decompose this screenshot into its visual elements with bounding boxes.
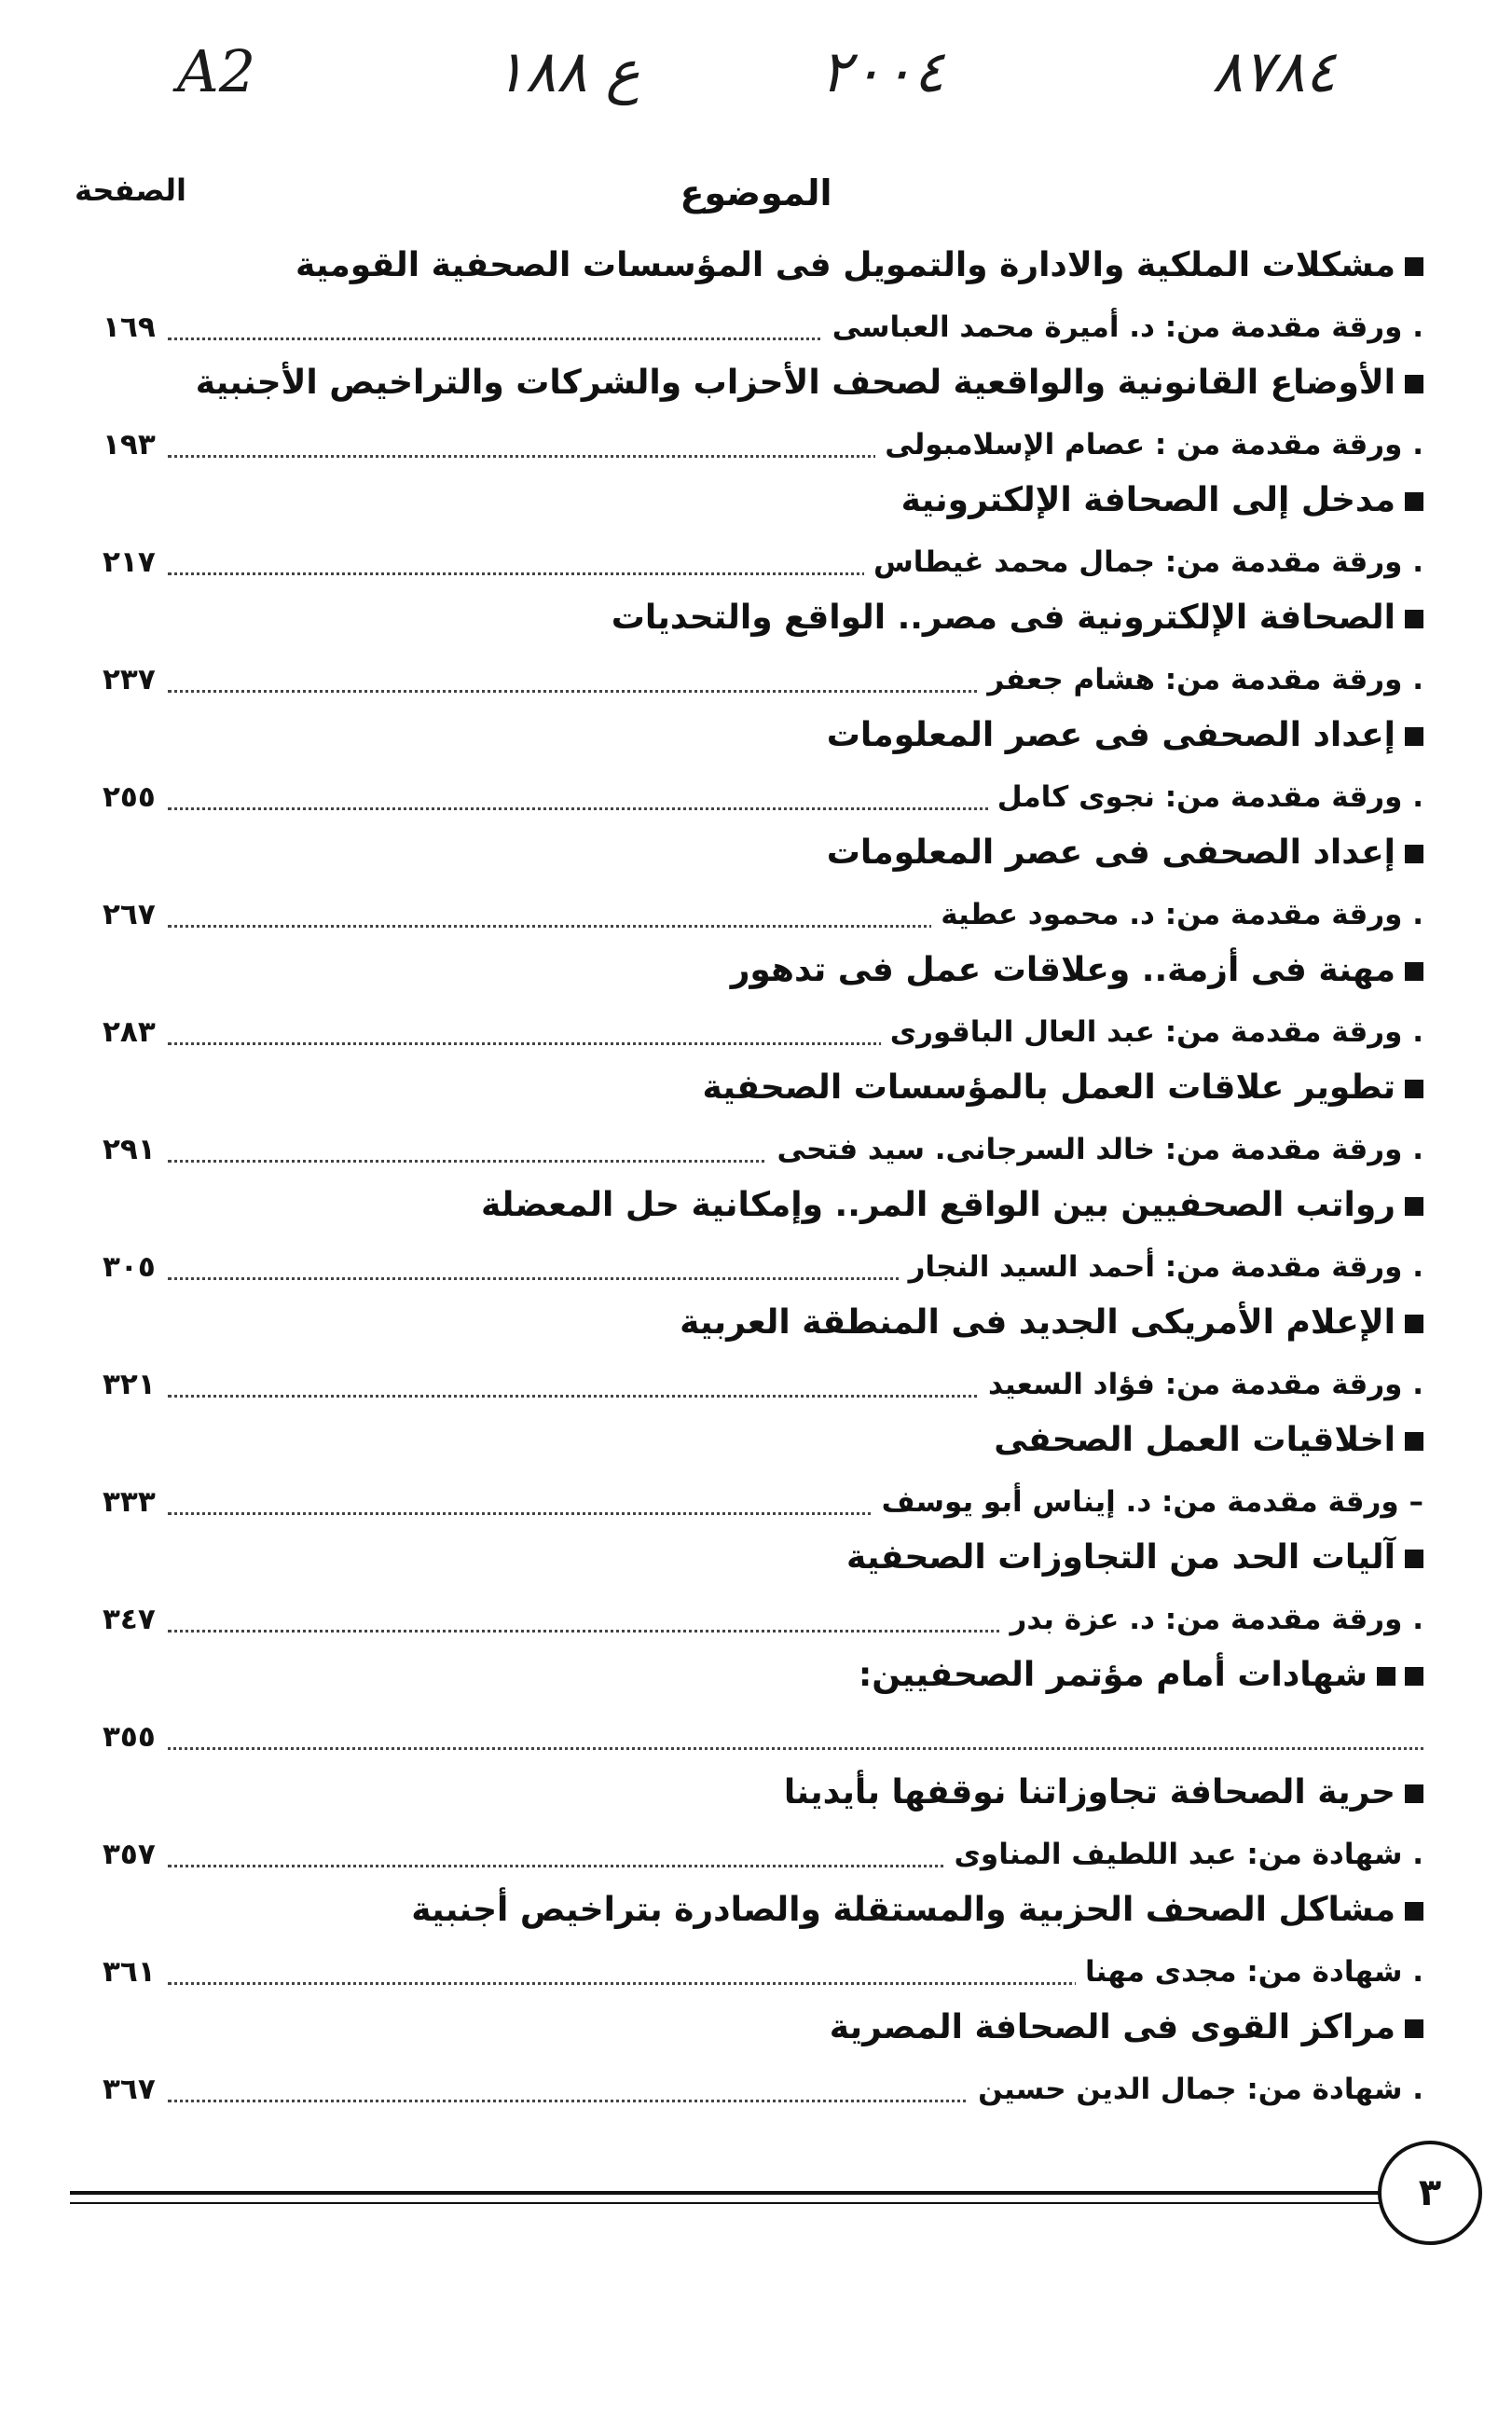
toc-topic [0, 1290, 1512, 1356]
square-bullet-icon [1405, 1550, 1423, 1568]
page-number: ٣٦١ [103, 1943, 163, 2001]
toc-topic [0, 1760, 1512, 1825]
toc-topic [0, 820, 1512, 886]
page-number: ٣٠٥ [103, 1238, 163, 1296]
topic-title: رواتب الصحفيين بين الواقع المر.. وإمكانية حل المعضلة [481, 1186, 1395, 1224]
author-line: – ورقة مقدمة من: د. إيناس أبو يوسف [873, 1473, 1423, 1531]
toc-topic [0, 1878, 1512, 1943]
toc-topic [0, 1995, 1512, 2060]
topic-title: الإعلام الأمريكى الجديد فى المنطقة العربية [680, 1303, 1395, 1342]
author-line: . شهادة من: جمال الدين حسين [969, 2060, 1423, 2118]
author-line: . ورقة مقدمة من: خالد السرجانى. سيد فتحى [767, 1121, 1423, 1178]
topic-title: مهنة فى أزمة.. وعلاقات عمل فى تدهور [730, 951, 1395, 989]
topic-title: اخلاقيات العمل الصحفى [994, 1421, 1395, 1459]
square-bullet-icon [1405, 1784, 1423, 1803]
toc-author-row [0, 2060, 1512, 2126]
square-bullet-icon [1377, 1667, 1395, 1686]
page-number: ٢٨٣ [103, 1003, 163, 1061]
square-bullet-icon [1405, 845, 1423, 863]
handwritten-note: ع ١٨٨ [494, 37, 640, 105]
handwritten-note: ٨٧٨٤ [1212, 37, 1337, 105]
author-line: . ورقة مقدمة من: د. أميرة محمد العباسى [823, 298, 1423, 356]
toc-topic [0, 351, 1512, 416]
author-line: . شهادة من: عبد اللطيف المناوى [945, 1825, 1423, 1883]
square-bullet-icon [1405, 1315, 1423, 1333]
topic-column-header: الموضوع [680, 172, 832, 214]
page-column-header: الصفحة [75, 172, 187, 208]
topic-title: الصحافة الإلكترونية فى مصر.. الواقع والتحديات [611, 599, 1395, 637]
toc-topic [0, 1173, 1512, 1238]
square-bullet-icon [1405, 1902, 1423, 1921]
square-bullet-icon [1405, 375, 1423, 393]
page-number: ٢٩١ [103, 1121, 163, 1178]
toc-topic [0, 703, 1512, 768]
topic-title: شهادات أمام مؤتمر الصحفيين: [858, 1656, 1368, 1694]
square-bullet-icon [1405, 962, 1423, 981]
dotted-leader [168, 1747, 1423, 1750]
square-bullet-icon [1405, 492, 1423, 511]
author-line: . ورقة مقدمة من: عبد العال الباقورى [881, 1003, 1423, 1061]
page-number: ٢٦٧ [103, 886, 163, 944]
toc-topic [0, 586, 1512, 651]
square-bullet-icon [1405, 610, 1423, 628]
author-line: . شهادة من: مجدى مهنا [1076, 1943, 1423, 2001]
topic-title: مشكلات الملكية والادارة والتمويل فى المؤسسات الصحفية القومية [295, 246, 1395, 284]
topic-title: مدخل إلى الصحافة الإلكترونية [900, 481, 1395, 519]
page-number: ٢١٧ [103, 533, 163, 591]
toc-topic [0, 1643, 1512, 1708]
toc-topic [0, 233, 1512, 298]
topic-title: إعداد الصحفى فى عصر المعلومات [826, 834, 1395, 872]
square-bullet-icon [1405, 1197, 1423, 1216]
toc-topic [0, 938, 1512, 1003]
page-number: ١٦٩ [103, 298, 163, 356]
author-line: . ورقة مقدمة من: د. محمود عطية [931, 886, 1423, 944]
author-line: . ورقة مقدمة من: د. عزة بدر [1001, 1591, 1423, 1648]
page-number: ٣٣٣ [103, 1473, 163, 1531]
author-line: . ورقة مقدمة من : عصام الإسلامبولى [875, 416, 1423, 474]
footer-rule [70, 2191, 1381, 2195]
page-number: ٢٥٥ [103, 768, 163, 826]
topic-title: تطوير علاقات العمل بالمؤسسات الصحفية [702, 1068, 1395, 1107]
topic-title: آليات الحد من التجاوزات الصحفية [845, 1538, 1395, 1577]
square-bullet-icon [1405, 257, 1423, 276]
toc-topic [0, 1408, 1512, 1473]
author-line: . ورقة مقدمة من: جمال محمد غيطاس [864, 533, 1423, 591]
page-number: ٣٢١ [103, 1356, 163, 1413]
page-number: ٣٥٧ [103, 1825, 163, 1883]
page-number: ٣٥٥ [103, 1708, 163, 1766]
page-number: ٣٦٧ [103, 2060, 163, 2118]
square-bullet-icon [1405, 1667, 1423, 1686]
author-line: . ورقة مقدمة من: هشام جعفر [978, 651, 1423, 709]
page-number: ٣٤٧ [103, 1591, 163, 1648]
handwritten-note: A2 [177, 37, 256, 105]
page-number: ٢٣٧ [103, 651, 163, 709]
square-bullet-icon [1405, 727, 1423, 746]
square-bullet-icon [1405, 2019, 1423, 2038]
toc-topic [0, 1525, 1512, 1591]
author-line: . ورقة مقدمة من: أحمد السيد النجار [900, 1238, 1423, 1296]
topic-title: مراكز القوى فى الصحافة المصرية [829, 2008, 1395, 2046]
toc-topic [0, 1055, 1512, 1121]
toc-topic [0, 468, 1512, 533]
author-line: . ورقة مقدمة من: نجوى كامل [988, 768, 1423, 826]
topic-title: إعداد الصحفى فى عصر المعلومات [826, 716, 1395, 754]
topic-title: الأوضاع القانونية والواقعية لصحف الأحزاب والشركات والتراخيص الأجنبية [195, 364, 1395, 402]
square-bullet-icon [1405, 1080, 1423, 1098]
topic-title: حرية الصحافة تجاوزاتنا نوقفها بأيدينا [783, 1773, 1395, 1812]
footer-rule [70, 2202, 1381, 2204]
page-number: ١٩٣ [103, 416, 163, 474]
topic-title: مشاكل الصحف الحزبية والمستقلة والصادرة بتراخيص أجنبية [411, 1891, 1395, 1929]
author-line: . ورقة مقدمة من: فؤاد السعيد [979, 1356, 1423, 1413]
page-folio: ٣ [1378, 2141, 1482, 2245]
handwritten-note: ٢٠٠٤ [820, 37, 945, 105]
square-bullet-icon [1405, 1432, 1423, 1451]
